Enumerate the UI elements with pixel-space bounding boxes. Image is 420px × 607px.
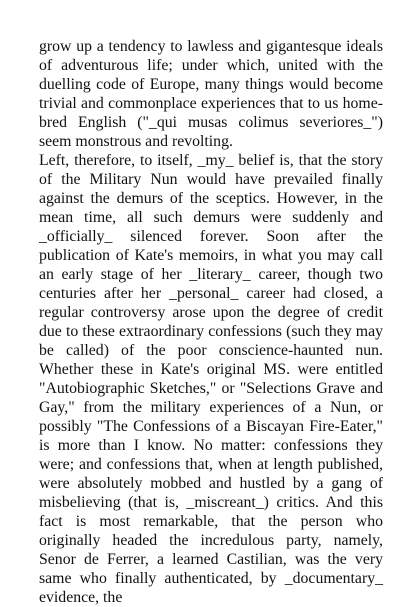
paragraph-1: grow up a tendency to lawless and gigantesque ideals of adventurous life; under which, united with the duelling code of Europe, many things would become trivial and commonplace experiences that to us home-bred English ("_qui musas colimus severiores_") seem monstrous and revolting. (39, 38, 383, 150)
paragraph-2: Left, therefore, to itself, _my_ belief is, that the story of the Military Nun would have prevailed finally against the demurs of the sceptics. However, in the mean time, all such demurs were suddenly and _officially_ silenced forever. Soon after the publication of Kate's memoirs, in what you may call an early stage of her _literary_ career, though two centuries after her _personal_ career had closed, a regular controversy arose upon the degree of credit due to these extraordinary confessions (such they may be called) of the poor conscience-haunted nun. Whether these in Kate's original MS. were entitled "Autobiographic Sketches," or "Selections Grave and Gay," from the military experiences of a Nun, or possibly "The Confessions of a Biscayan Fire-Eater," is more than I know. No matter: confessions they were; and confessions that, when at length published, were absolutely mobbed and hustled by a gang of misbelieving (that is, _miscreant_) critics. And this fact is most remarkable, that the person who originally headed the incredulous party, namely, Senor de Ferrer, a learned Castilian, was the very same who finally authenticated, by _documentary_ evidence, the (39, 152, 383, 606)
page-text (39, 37, 383, 607)
